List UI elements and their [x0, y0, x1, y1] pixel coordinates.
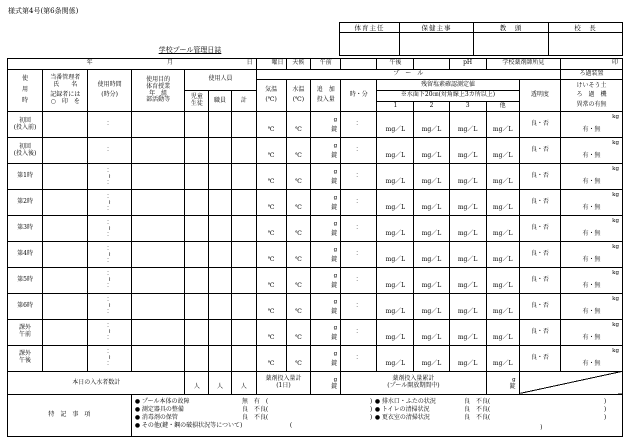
- row-chlorine-point-1[interactable]: mg／L: [377, 138, 414, 164]
- row-staff[interactable]: [209, 293, 232, 319]
- row-filtration[interactable]: kg 有・無: [560, 268, 622, 294]
- row-chlorine-point-2[interactable]: mg／L: [414, 345, 449, 371]
- row-usage-time[interactable]: ： ≀ ：: [88, 242, 131, 268]
- row-staff[interactable]: [209, 242, 232, 268]
- row-usage-time[interactable]: ：: [88, 112, 131, 138]
- row-clarity[interactable]: 良・否: [519, 138, 560, 164]
- row-students[interactable]: [185, 112, 209, 138]
- header-pool: プ ー ル: [256, 69, 560, 80]
- row-chlorine-other[interactable]: mg／L: [486, 319, 519, 345]
- row-air-temp[interactable]: ℃: [256, 164, 286, 190]
- row-total[interactable]: [231, 216, 256, 242]
- stamp-box-vice[interactable]: [474, 33, 549, 56]
- row-manager[interactable]: [43, 319, 88, 345]
- year-cell[interactable]: 年: [8, 59, 132, 70]
- row-chlorine-other[interactable]: mg／L: [486, 345, 519, 371]
- row-chlorine-point-2[interactable]: mg／L: [414, 319, 449, 345]
- row-chlorine-point-1[interactable]: mg／L: [377, 268, 414, 294]
- row-water-temp[interactable]: ℃: [286, 268, 311, 294]
- row-water-temp[interactable]: ℃: [286, 164, 311, 190]
- row-chlorine-point-2[interactable]: mg／L: [414, 190, 449, 216]
- row-chlorine-point-3[interactable]: mg／L: [449, 138, 486, 164]
- row-purpose[interactable]: [131, 268, 185, 294]
- table-row: [8, 112, 623, 138]
- row-time-min[interactable]: ：: [341, 293, 377, 319]
- row-usage-time[interactable]: ： ≀ ：: [88, 319, 131, 345]
- row-time-min[interactable]: ：: [341, 216, 377, 242]
- row-purpose[interactable]: [131, 190, 185, 216]
- row-added[interactable]: g 錠: [311, 190, 341, 216]
- row-purpose[interactable]: [131, 216, 185, 242]
- row-total[interactable]: [231, 138, 256, 164]
- table-row: [8, 268, 623, 294]
- summary-crossed-out: [519, 371, 622, 394]
- table-row: [8, 345, 623, 371]
- row-usage-time[interactable]: ： ≀ ：: [88, 216, 131, 242]
- row-chlorine-point-2[interactable]: mg／L: [414, 268, 449, 294]
- row-water-temp[interactable]: ℃: [286, 190, 311, 216]
- row-clarity[interactable]: 良・否: [519, 216, 560, 242]
- row-air-temp[interactable]: ℃: [256, 112, 286, 138]
- row-chlorine-point-1[interactable]: mg／L: [377, 164, 414, 190]
- stamp-box-health[interactable]: [400, 33, 474, 56]
- row-chlorine-other[interactable]: mg／L: [486, 242, 519, 268]
- row-water-temp[interactable]: ℃: [286, 242, 311, 268]
- swimmers-total-label: 本日の入水者数計: [8, 371, 185, 394]
- header-chlorine: 残留塩素確認測定値: [377, 80, 519, 91]
- table-row: [8, 319, 623, 345]
- stamp-box-principal[interactable]: [549, 33, 623, 56]
- row-manager[interactable]: [43, 138, 88, 164]
- row-added[interactable]: g 錠: [311, 164, 341, 190]
- row-clarity[interactable]: 良・否: [519, 345, 560, 371]
- row-chlorine-point-2[interactable]: mg／L: [414, 242, 449, 268]
- row-staff[interactable]: [209, 216, 232, 242]
- header-point-other: 他: [486, 101, 519, 112]
- row-label: 課外 午前: [8, 319, 43, 345]
- row-manager[interactable]: [43, 242, 88, 268]
- row-purpose[interactable]: [131, 242, 185, 268]
- note-disinfectant: ● 消毒剤の保管 良 不良( ): [134, 414, 373, 422]
- row-air-temp[interactable]: ℃: [256, 242, 286, 268]
- row-purpose[interactable]: [131, 138, 185, 164]
- swimmers-staff[interactable]: 人: [209, 371, 232, 394]
- row-purpose[interactable]: [131, 293, 185, 319]
- row-total[interactable]: [231, 345, 256, 371]
- row-manager[interactable]: [43, 112, 88, 138]
- row-total[interactable]: [231, 242, 256, 268]
- header-students: 児童 生徒: [185, 91, 209, 112]
- row-students[interactable]: [185, 319, 209, 345]
- row-chlorine-point-2[interactable]: mg／L: [414, 293, 449, 319]
- note-other-close: ): [540, 423, 543, 431]
- month-cell[interactable]: 月: [131, 59, 208, 70]
- row-label: 課外 午後: [8, 345, 43, 371]
- table-row: [8, 190, 623, 216]
- table-row: [8, 216, 623, 242]
- row-filtration[interactable]: kg 有・無: [560, 112, 622, 138]
- row-manager[interactable]: [43, 216, 88, 242]
- row-students[interactable]: [185, 216, 209, 242]
- note-other: ● その他(鍵・鋼の破損状況等について) (: [134, 422, 293, 430]
- ph-label: pH: [449, 59, 486, 70]
- row-students[interactable]: [185, 164, 209, 190]
- row-purpose[interactable]: [131, 112, 185, 138]
- row-added[interactable]: g 錠: [311, 216, 341, 242]
- header-air-temp: 気温 (℃): [256, 80, 286, 112]
- row-purpose[interactable]: [131, 164, 185, 190]
- row-staff[interactable]: [209, 268, 232, 294]
- row-water-temp[interactable]: ℃: [286, 138, 311, 164]
- row-students[interactable]: [185, 138, 209, 164]
- row-usage-time[interactable]: ： ≀ ：: [88, 268, 131, 294]
- row-chlorine-point-3[interactable]: mg／L: [449, 293, 486, 319]
- notes-row: [8, 395, 623, 437]
- row-filtration[interactable]: kg 有・無: [560, 216, 622, 242]
- row-chlorine-point-1[interactable]: mg／L: [377, 216, 414, 242]
- notes-right-column: [375, 398, 615, 430]
- form-number: 様式第4号(第6条関係): [8, 7, 79, 15]
- note-locker: ● 更衣室の清掃状況 良 不良( ): [374, 414, 607, 422]
- row-label: 第5時: [8, 268, 43, 294]
- row-label: 第2時: [8, 190, 43, 216]
- row-chlorine-other[interactable]: mg／L: [486, 293, 519, 319]
- note-pool-body: ● プール本体の故障 無 有 ( ): [134, 398, 373, 406]
- row-chlorine-point-1[interactable]: mg／L: [377, 293, 414, 319]
- stamp-box-pe[interactable]: [340, 33, 400, 56]
- row-air-temp[interactable]: ℃: [256, 216, 286, 242]
- row-manager[interactable]: [43, 190, 88, 216]
- row-chlorine-point-2[interactable]: mg／L: [414, 138, 449, 164]
- row-label: 第3時: [8, 216, 43, 242]
- chem-total-label: 薬剤投入量計 (1日): [256, 371, 311, 394]
- row-water-temp[interactable]: ℃: [286, 293, 311, 319]
- row-time-min[interactable]: ：: [341, 112, 377, 138]
- row-chlorine-point-3[interactable]: mg／L: [449, 268, 486, 294]
- row-air-temp[interactable]: ℃: [256, 293, 286, 319]
- weekday-cell[interactable]: 曜日: [256, 59, 286, 70]
- row-label: 第1時: [8, 164, 43, 190]
- row-total[interactable]: [231, 112, 256, 138]
- row-air-temp[interactable]: ℃: [256, 345, 286, 371]
- row-total[interactable]: [231, 319, 256, 345]
- row-filtration[interactable]: kg 有・無: [560, 242, 622, 268]
- notes-left-column: [135, 398, 375, 430]
- row-usage-time[interactable]: ： ≀ ：: [88, 164, 131, 190]
- row-chlorine-point-3[interactable]: mg／L: [449, 112, 486, 138]
- row-air-temp[interactable]: ℃: [256, 138, 286, 164]
- pm-value[interactable]: [414, 59, 449, 70]
- row-added[interactable]: g 錠: [311, 319, 341, 345]
- approval-header-pe: 体育主任: [340, 23, 400, 33]
- day-cell[interactable]: 日: [209, 59, 256, 70]
- table-row: [8, 138, 623, 164]
- row-air-temp[interactable]: ℃: [256, 319, 286, 345]
- row-students[interactable]: [185, 190, 209, 216]
- row-air-temp[interactable]: ℃: [256, 190, 286, 216]
- row-clarity[interactable]: 良・否: [519, 268, 560, 294]
- row-chlorine-point-2[interactable]: mg／L: [414, 164, 449, 190]
- pool-log-sheet: [7, 58, 623, 437]
- row-staff[interactable]: [209, 112, 232, 138]
- header-filtration: ろ過装置: [560, 69, 622, 80]
- row-filtration[interactable]: kg 有・無: [560, 319, 622, 345]
- row-staff[interactable]: [209, 190, 232, 216]
- row-air-temp[interactable]: ℃: [256, 268, 286, 294]
- header-filtration-sub: けいそう土 ろ 過 機 異常の有無: [560, 80, 622, 112]
- row-added[interactable]: g 錠: [311, 268, 341, 294]
- row-chlorine-point-1[interactable]: mg／L: [377, 190, 414, 216]
- row-filtration[interactable]: kg 有・無: [560, 293, 622, 319]
- row-added[interactable]: g 錠: [311, 112, 341, 138]
- row-chlorine-point-3[interactable]: mg／L: [449, 319, 486, 345]
- row-manager[interactable]: [43, 293, 88, 319]
- row-clarity[interactable]: 良・否: [519, 112, 560, 138]
- header-purpose: 使用目的 体育授業 年 組 部活動等: [131, 69, 185, 112]
- row-students[interactable]: [185, 345, 209, 371]
- row-water-temp[interactable]: ℃: [286, 216, 311, 242]
- header-time-min: 時・分: [341, 80, 377, 112]
- row-usage-time[interactable]: ：: [88, 138, 131, 164]
- row-chlorine-point-1[interactable]: mg／L: [377, 345, 414, 371]
- note-instruments: ● 測定器具の整備 良 不良( ): [134, 406, 373, 414]
- row-staff[interactable]: [209, 345, 232, 371]
- row-chlorine-point-3[interactable]: mg／L: [449, 164, 486, 190]
- row-time-min[interactable]: ：: [341, 242, 377, 268]
- row-total[interactable]: [231, 293, 256, 319]
- row-purpose[interactable]: [131, 345, 185, 371]
- header-point-2: 2: [414, 101, 449, 112]
- row-added[interactable]: g 錠: [311, 293, 341, 319]
- row-usage-time[interactable]: ： ≀ ：: [88, 345, 131, 371]
- swimmers-students[interactable]: 人: [185, 371, 209, 394]
- row-clarity[interactable]: 良・否: [519, 190, 560, 216]
- pm-label: 午後: [377, 59, 414, 70]
- row-added[interactable]: g 錠: [311, 242, 341, 268]
- row-chlorine-other[interactable]: mg／L: [486, 216, 519, 242]
- row-time-min[interactable]: ：: [341, 319, 377, 345]
- row-water-temp[interactable]: ℃: [286, 345, 311, 371]
- header-usage-hours: 使用時間 (時分): [88, 69, 131, 112]
- row-label: 第6時: [8, 293, 43, 319]
- row-chlorine-other[interactable]: mg／L: [486, 268, 519, 294]
- row-total[interactable]: [231, 190, 256, 216]
- header-point-1: 1: [377, 101, 414, 112]
- header-manager: 当番管理者 氏 名 記録者には ○ 印 を: [43, 69, 88, 112]
- row-label: 初回 (投入前): [8, 112, 43, 138]
- row-time-min[interactable]: ：: [341, 190, 377, 216]
- row-chlorine-point-3[interactable]: mg／L: [449, 345, 486, 371]
- approval-stamp-table: [339, 22, 623, 56]
- row-manager[interactable]: [43, 345, 88, 371]
- row-chlorine-point-1[interactable]: mg／L: [377, 319, 414, 345]
- row-chlorine-other[interactable]: mg／L: [486, 138, 519, 164]
- row-purpose[interactable]: [131, 319, 185, 345]
- approval-header-vice: 教 頭: [474, 23, 549, 33]
- row-clarity[interactable]: 良・否: [519, 164, 560, 190]
- row-time-min[interactable]: ：: [341, 164, 377, 190]
- row-manager[interactable]: [43, 164, 88, 190]
- pharmacist-label: 学校薬剤師所見: [486, 59, 560, 70]
- page-title: 学校プール管理日誌: [158, 46, 222, 54]
- header-clarity: 透明度: [519, 80, 560, 112]
- header-staff: 職員: [209, 91, 232, 112]
- row-usage-time[interactable]: ： ≀ ：: [88, 293, 131, 319]
- row-students[interactable]: [185, 242, 209, 268]
- row-staff[interactable]: [209, 138, 232, 164]
- row-added[interactable]: g 錠: [311, 345, 341, 371]
- chem-cumulative-value[interactable]: g 錠: [486, 371, 519, 394]
- row-chlorine-point-2[interactable]: mg／L: [414, 216, 449, 242]
- row-clarity[interactable]: 良・否: [519, 293, 560, 319]
- data-rows: [8, 112, 623, 371]
- swimmers-total[interactable]: 人: [231, 371, 256, 394]
- row-filtration[interactable]: kg 有・無: [560, 138, 622, 164]
- row-time-min[interactable]: ：: [341, 268, 377, 294]
- seal-cell[interactable]: 印: [560, 59, 622, 70]
- weather-label: 天候: [286, 59, 311, 70]
- table-row: [8, 293, 623, 319]
- header-chlorine-note: ※水面下20㎝(対角線上3カ所以上): [377, 91, 519, 102]
- header-water-temp: 水温 (℃): [286, 80, 311, 112]
- row-label: 初回 (投入後): [8, 138, 43, 164]
- chem-total-value[interactable]: g 錠: [311, 371, 341, 394]
- row-staff[interactable]: [209, 164, 232, 190]
- row-chlorine-other[interactable]: mg／L: [486, 164, 519, 190]
- am-value[interactable]: [341, 59, 377, 70]
- row-total[interactable]: [231, 164, 256, 190]
- header-time-col: 使 用 時: [8, 69, 43, 112]
- row-chlorine-point-3[interactable]: mg／L: [449, 216, 486, 242]
- table-row: [8, 164, 623, 190]
- row-filtration[interactable]: kg 有・無: [560, 345, 622, 371]
- row-filtration[interactable]: kg 有・無: [560, 164, 622, 190]
- row-chlorine-other[interactable]: mg／L: [486, 112, 519, 138]
- date-row: [8, 59, 623, 70]
- row-clarity[interactable]: 良・否: [519, 319, 560, 345]
- row-time-min[interactable]: ：: [341, 138, 377, 164]
- notes-label: 特 記 事 項: [8, 395, 132, 437]
- table-row: [8, 242, 623, 268]
- row-students[interactable]: [185, 293, 209, 319]
- notes-content[interactable]: [131, 395, 622, 437]
- row-added[interactable]: g 錠: [311, 138, 341, 164]
- row-chlorine-point-1[interactable]: mg／L: [377, 112, 414, 138]
- note-toilet: ● トイレの清掃状況 良 不良( ): [374, 406, 607, 414]
- row-water-temp[interactable]: ℃: [286, 112, 311, 138]
- chem-cumulative-label: 薬剤投入量累計 (プール開放期間中): [341, 371, 486, 394]
- note-drain: ● 排水口・ふたの状況 良 不良( ): [374, 398, 607, 406]
- row-water-temp[interactable]: ℃: [286, 319, 311, 345]
- header-total: 計: [231, 91, 256, 112]
- summary-row: [8, 371, 623, 394]
- am-label: 午前: [311, 59, 341, 70]
- header-point-3: 3: [449, 101, 486, 112]
- row-manager[interactable]: [43, 268, 88, 294]
- header-added: 追 加 投入量: [311, 80, 341, 112]
- row-staff[interactable]: [209, 319, 232, 345]
- row-label: 第4時: [8, 242, 43, 268]
- row-chlorine-other[interactable]: mg／L: [486, 190, 519, 216]
- row-chlorine-point-1[interactable]: mg／L: [377, 242, 414, 268]
- approval-header-health: 保健主事: [400, 23, 474, 33]
- row-clarity[interactable]: 良・否: [519, 242, 560, 268]
- row-total[interactable]: [231, 268, 256, 294]
- row-chlorine-point-3[interactable]: mg／L: [449, 242, 486, 268]
- approval-header-principal: 校 長: [549, 23, 623, 33]
- row-chlorine-point-2[interactable]: mg／L: [414, 112, 449, 138]
- row-time-min[interactable]: ：: [341, 345, 377, 371]
- row-chlorine-point-3[interactable]: mg／L: [449, 190, 486, 216]
- row-filtration[interactable]: kg 有・無: [560, 190, 622, 216]
- row-usage-time[interactable]: ： ≀ ：: [88, 190, 131, 216]
- header-users: 使用人員: [185, 69, 256, 90]
- row-students[interactable]: [185, 268, 209, 294]
